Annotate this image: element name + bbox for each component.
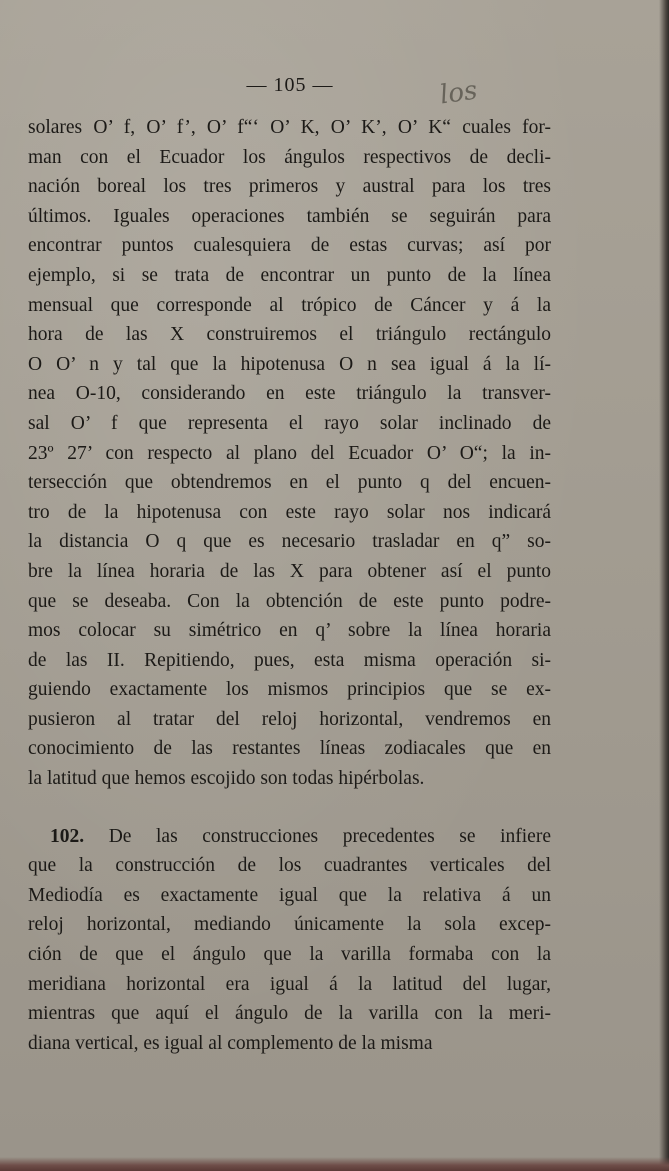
page-edge-bottom <box>0 1157 669 1171</box>
text-line: que se deseaba. Con la obtención de este punto podre- <box>28 590 551 612</box>
text-line: guiendo exactamente los mismos principios que se ex- <box>28 679 551 701</box>
text-line: hora de las X construiremos el triángulo rectángulo <box>28 324 551 346</box>
text-line: nea O-10, considerando en este triángulo la transver- <box>28 383 551 405</box>
page-edge-right <box>659 0 669 1171</box>
text-line: últimos. Iguales operaciones también se seguirán para <box>28 205 551 227</box>
text-line: 23º 27’ con respecto al plano del Ecuador O’ O“; la in- <box>28 442 551 464</box>
text-line: tersección que obtendremos en el punto q del encuen- <box>28 472 551 494</box>
text-line: la distancia O q que es necesario trasladar en q” so- <box>28 531 551 553</box>
text-line: mientras que aquí el ángulo de la varilla con la meri- <box>28 1003 551 1025</box>
text-line: de las II. Repitiendo, pues, esta misma operación si- <box>28 649 551 671</box>
text-line: bre la línea horaria de las X para obtener así el punto <box>28 560 551 582</box>
text-line: mos colocar su simétrico en q’ sobre la línea horaria <box>28 620 551 642</box>
paragraph-1 <box>28 113 551 794</box>
text-line: diana vertical, es igual al complemento de la misma <box>28 1032 433 1054</box>
text-line: meridiana horizontal era igual á la latitud del lugar, <box>28 973 551 995</box>
text-line-first <box>28 822 551 852</box>
text-line: sal O’ f que representa el rayo solar inclinado de <box>28 412 551 434</box>
text-line: la latitud que hemos escojido son todas hipérbolas. <box>28 768 425 790</box>
body-text <box>28 113 551 1058</box>
text-line: nación boreal los tres primeros y austral para los tres <box>28 176 551 198</box>
text-line: encontrar puntos cualesquiera de estas curvas; así por <box>28 235 551 257</box>
first-line-text: De las construcciones precedentes se infiere <box>84 825 551 847</box>
text-line: ejemplo, si se trata de encontrar un punto de la línea <box>28 264 551 286</box>
text-line: pusieron al tratar del reloj horizontal, vendremos en <box>28 708 551 730</box>
text-line: solares O’ f, O’ f’, O’ f“‘ O’ K, O’ K’, O’ K“ cuales for- <box>28 117 551 138</box>
text-line: O O’ n y tal que la hipotenusa O n sea igual á la lí- <box>28 353 551 375</box>
text-line: man con el Ecuador los ángulos respectivos de decli- <box>28 146 551 168</box>
text-line: ción de que el ángulo que la varilla formaba con la <box>28 944 551 966</box>
text-line: que la construcción de los cuadrantes verticales del <box>28 855 551 877</box>
text-line: reloj horizontal, mediando únicamente la sola excep- <box>28 914 551 936</box>
handwritten-margin-note: los <box>438 75 480 111</box>
paragraph-spacer <box>28 794 551 822</box>
section-number: 102. <box>50 825 85 847</box>
page-number: — 105 — <box>246 74 334 96</box>
text-line: mensual que corresponde al trópico de Cáncer y á la <box>28 294 551 316</box>
paragraph-2 <box>28 822 551 1059</box>
text-line: Mediodía es exactamente igual que la relativa á un <box>28 884 551 906</box>
text-line: tro de la hipotenusa con este rayo solar nos indicará <box>28 501 551 523</box>
text-line: conocimiento de las restantes líneas zodiacales que en <box>28 738 551 760</box>
